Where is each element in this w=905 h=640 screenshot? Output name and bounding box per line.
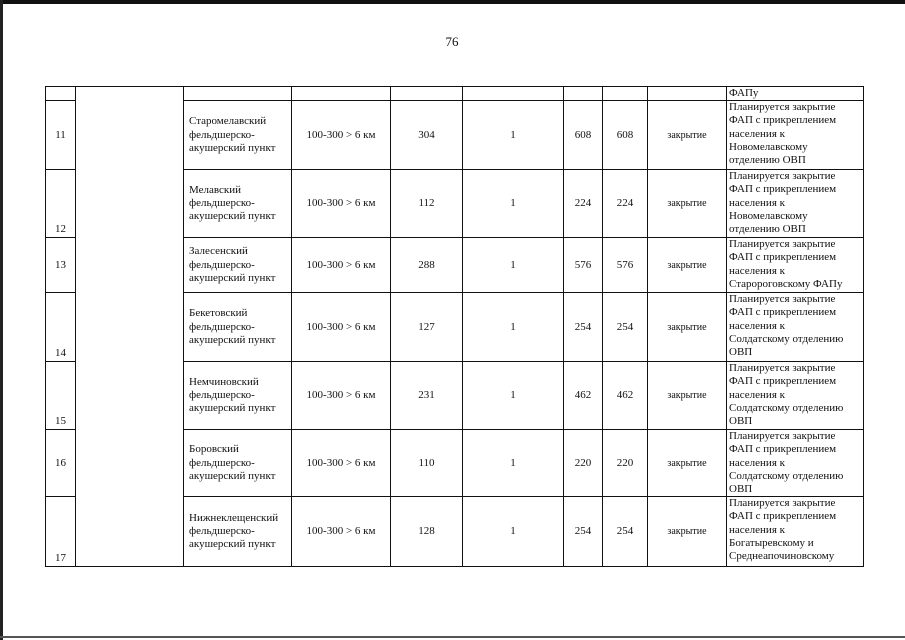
status-cell: закрытие: [648, 170, 727, 238]
note-cell-line: отделению ОВП: [729, 154, 806, 167]
row-number: 16: [46, 430, 76, 497]
facility-name-line: фельдшерско-: [189, 258, 255, 271]
note-cell-line: Планируется закрытие: [729, 497, 836, 510]
value1-cell: 576: [564, 238, 603, 293]
table-body: [46, 87, 864, 567]
facility-name: [184, 170, 292, 238]
cell-empty: [463, 87, 564, 101]
facility-name-line: Боровский: [189, 443, 239, 456]
scan-left-edge: [0, 0, 3, 640]
value1-cell: 254: [564, 293, 603, 362]
note-cell-line: Солдатскому отделению: [729, 401, 844, 414]
note-cell-line: населения к: [729, 456, 785, 469]
facility-name-line: акушерский пункт: [189, 333, 276, 346]
facility-name-line: Немчиновский: [189, 375, 259, 388]
merged-region-cell: [76, 87, 184, 567]
note-cell-line: Планируется закрытие: [729, 293, 836, 306]
note-cell: [727, 497, 864, 567]
facility-name-line: акушерский пункт: [189, 141, 276, 154]
note-cell-line: отделению ОВП: [729, 223, 806, 236]
note-cell-line: Богатыревскому и: [729, 536, 814, 549]
note-cell-line: ФАП с прикреплением: [729, 114, 837, 127]
note-cell: [727, 101, 864, 170]
population-cell: 127: [391, 293, 463, 362]
cell-empty: [184, 87, 292, 101]
distance-cell: 100-300 > 6 км: [292, 101, 391, 170]
page-number: 76: [445, 34, 459, 49]
note-cell-line: ОВП: [729, 415, 753, 428]
note-cell-line: Новомелавскому: [729, 140, 808, 153]
note-cell: [727, 430, 864, 497]
row-number: 12: [46, 170, 76, 238]
row-number: 14: [46, 293, 76, 362]
facility-name-line: акушерский пункт: [189, 469, 276, 482]
value2-cell: 576: [603, 238, 648, 293]
note-cell-line: ФАП с прикреплением: [729, 443, 837, 456]
facility-name: [184, 238, 292, 293]
facility-name-line: фельдшерско-: [189, 197, 255, 210]
note-cell-line: Планируется закрытие: [729, 430, 836, 443]
facility-name: [184, 362, 292, 430]
facility-name-line: фельдшерско-: [189, 525, 255, 538]
facility-name-line: фельдшерско-: [189, 389, 255, 402]
facility-name-line: Мелавский: [189, 183, 242, 196]
value2-cell: 254: [603, 293, 648, 362]
facility-name: [184, 293, 292, 362]
value1-cell: 608: [564, 101, 603, 170]
note-cell-line: Солдатскому отделению: [729, 469, 844, 482]
facility-name-line: Старомелавский: [189, 115, 267, 128]
note-cell: [727, 293, 864, 362]
row-number: 15: [46, 362, 76, 430]
note-cell-line: населения к: [729, 264, 785, 277]
cell-empty: [391, 87, 463, 101]
distance-cell: 100-300 > 6 км: [292, 170, 391, 238]
facility-name-line: акушерский пункт: [189, 402, 276, 415]
note-cell-line: ФАП с прикреплением: [729, 510, 837, 523]
value1-cell: 254: [564, 497, 603, 567]
cell-empty: [564, 87, 603, 101]
note-cell-line: населения к: [729, 388, 785, 401]
distance-cell: 100-300 > 6 км: [292, 293, 391, 362]
facility-name-line: фельдшерско-: [189, 320, 255, 333]
note-cell-line: населения к: [729, 127, 785, 140]
facility-name-line: акушерский пункт: [189, 538, 276, 551]
facility-name-line: Залесенский: [189, 245, 248, 258]
count-cell: 1: [463, 170, 564, 238]
facility-name-line: Бекетовский: [189, 307, 248, 320]
note-cell-line: Планируется закрытие: [729, 238, 836, 251]
cell-empty: [292, 87, 391, 101]
scan-top-edge: [0, 0, 905, 4]
note-cell-line: ФАП с прикреплением: [729, 306, 837, 319]
note-cell-line: Старороговскому ФАПу: [729, 277, 843, 290]
note-cell-line: ФАП с прикреплением: [729, 183, 837, 196]
count-cell: 1: [463, 362, 564, 430]
population-cell: 112: [391, 170, 463, 238]
value2-cell: 224: [603, 170, 648, 238]
distance-cell: 100-300 > 6 км: [292, 497, 391, 567]
population-cell: 304: [391, 101, 463, 170]
note-cell: [727, 170, 864, 238]
population-cell: 231: [391, 362, 463, 430]
note-cell-line: населения к: [729, 196, 785, 209]
value2-cell: 462: [603, 362, 648, 430]
count-cell: 1: [463, 238, 564, 293]
count-cell: 1: [463, 430, 564, 497]
note-cell-line: ФАП с прикреплением: [729, 375, 837, 388]
facility-name-line: акушерский пункт: [189, 210, 276, 223]
status-cell: закрытие: [648, 101, 727, 170]
facility-name-line: Нижнеклещенский: [189, 511, 279, 524]
note-cell-line: ОВП: [729, 483, 753, 496]
count-cell: 1: [463, 101, 564, 170]
note-cell-line: Планируется закрытие: [729, 101, 836, 114]
header-note-cell: ФАПу: [727, 87, 864, 101]
distance-cell: 100-300 > 6 км: [292, 238, 391, 293]
note-cell-line: Среднеапочиновскому: [729, 550, 835, 563]
note-cell-line: населения к: [729, 523, 785, 536]
status-cell: закрытие: [648, 238, 727, 293]
scan-bottom-edge: [0, 636, 905, 638]
value1-cell: 220: [564, 430, 603, 497]
value1-cell: 462: [564, 362, 603, 430]
table-continuation-row: [46, 87, 864, 101]
count-cell: 1: [463, 497, 564, 567]
note-cell: [727, 238, 864, 293]
count-cell: 1: [463, 293, 564, 362]
value1-cell: 224: [564, 170, 603, 238]
value2-cell: 608: [603, 101, 648, 170]
note-cell-line: ФАП с прикреплением: [729, 251, 837, 264]
note-cell-line: населения к: [729, 319, 785, 332]
status-cell: закрытие: [648, 293, 727, 362]
note-cell-line: ОВП: [729, 346, 753, 359]
distance-cell: 100-300 > 6 км: [292, 362, 391, 430]
facility-name-line: фельдшерско-: [189, 128, 255, 141]
distance-cell: 100-300 > 6 км: [292, 430, 391, 497]
row-number: 11: [46, 101, 76, 170]
facility-name: [184, 101, 292, 170]
value2-cell: 254: [603, 497, 648, 567]
status-cell: закрытие: [648, 430, 727, 497]
value2-cell: 220: [603, 430, 648, 497]
status-cell: закрытие: [648, 497, 727, 567]
note-cell-line: Планируется закрытие: [729, 362, 836, 375]
population-cell: 128: [391, 497, 463, 567]
facility-name-line: акушерский пункт: [189, 271, 276, 284]
note-cell-line: Планируется закрытие: [729, 170, 836, 183]
cell-empty: [648, 87, 727, 101]
population-cell: 110: [391, 430, 463, 497]
facility-name: [184, 430, 292, 497]
facility-name-line: фельдшерско-: [189, 456, 255, 469]
facilities-table: [45, 86, 864, 567]
row-number: 13: [46, 238, 76, 293]
cell-empty: [46, 87, 76, 101]
cell-empty: [603, 87, 648, 101]
population-cell: 288: [391, 238, 463, 293]
row-number: 17: [46, 497, 76, 567]
note-cell-line: Новомелавскому: [729, 209, 808, 222]
note-cell: [727, 362, 864, 430]
facility-name: [184, 497, 292, 567]
note-cell-line: Солдатскому отделению: [729, 332, 844, 345]
status-cell: закрытие: [648, 362, 727, 430]
